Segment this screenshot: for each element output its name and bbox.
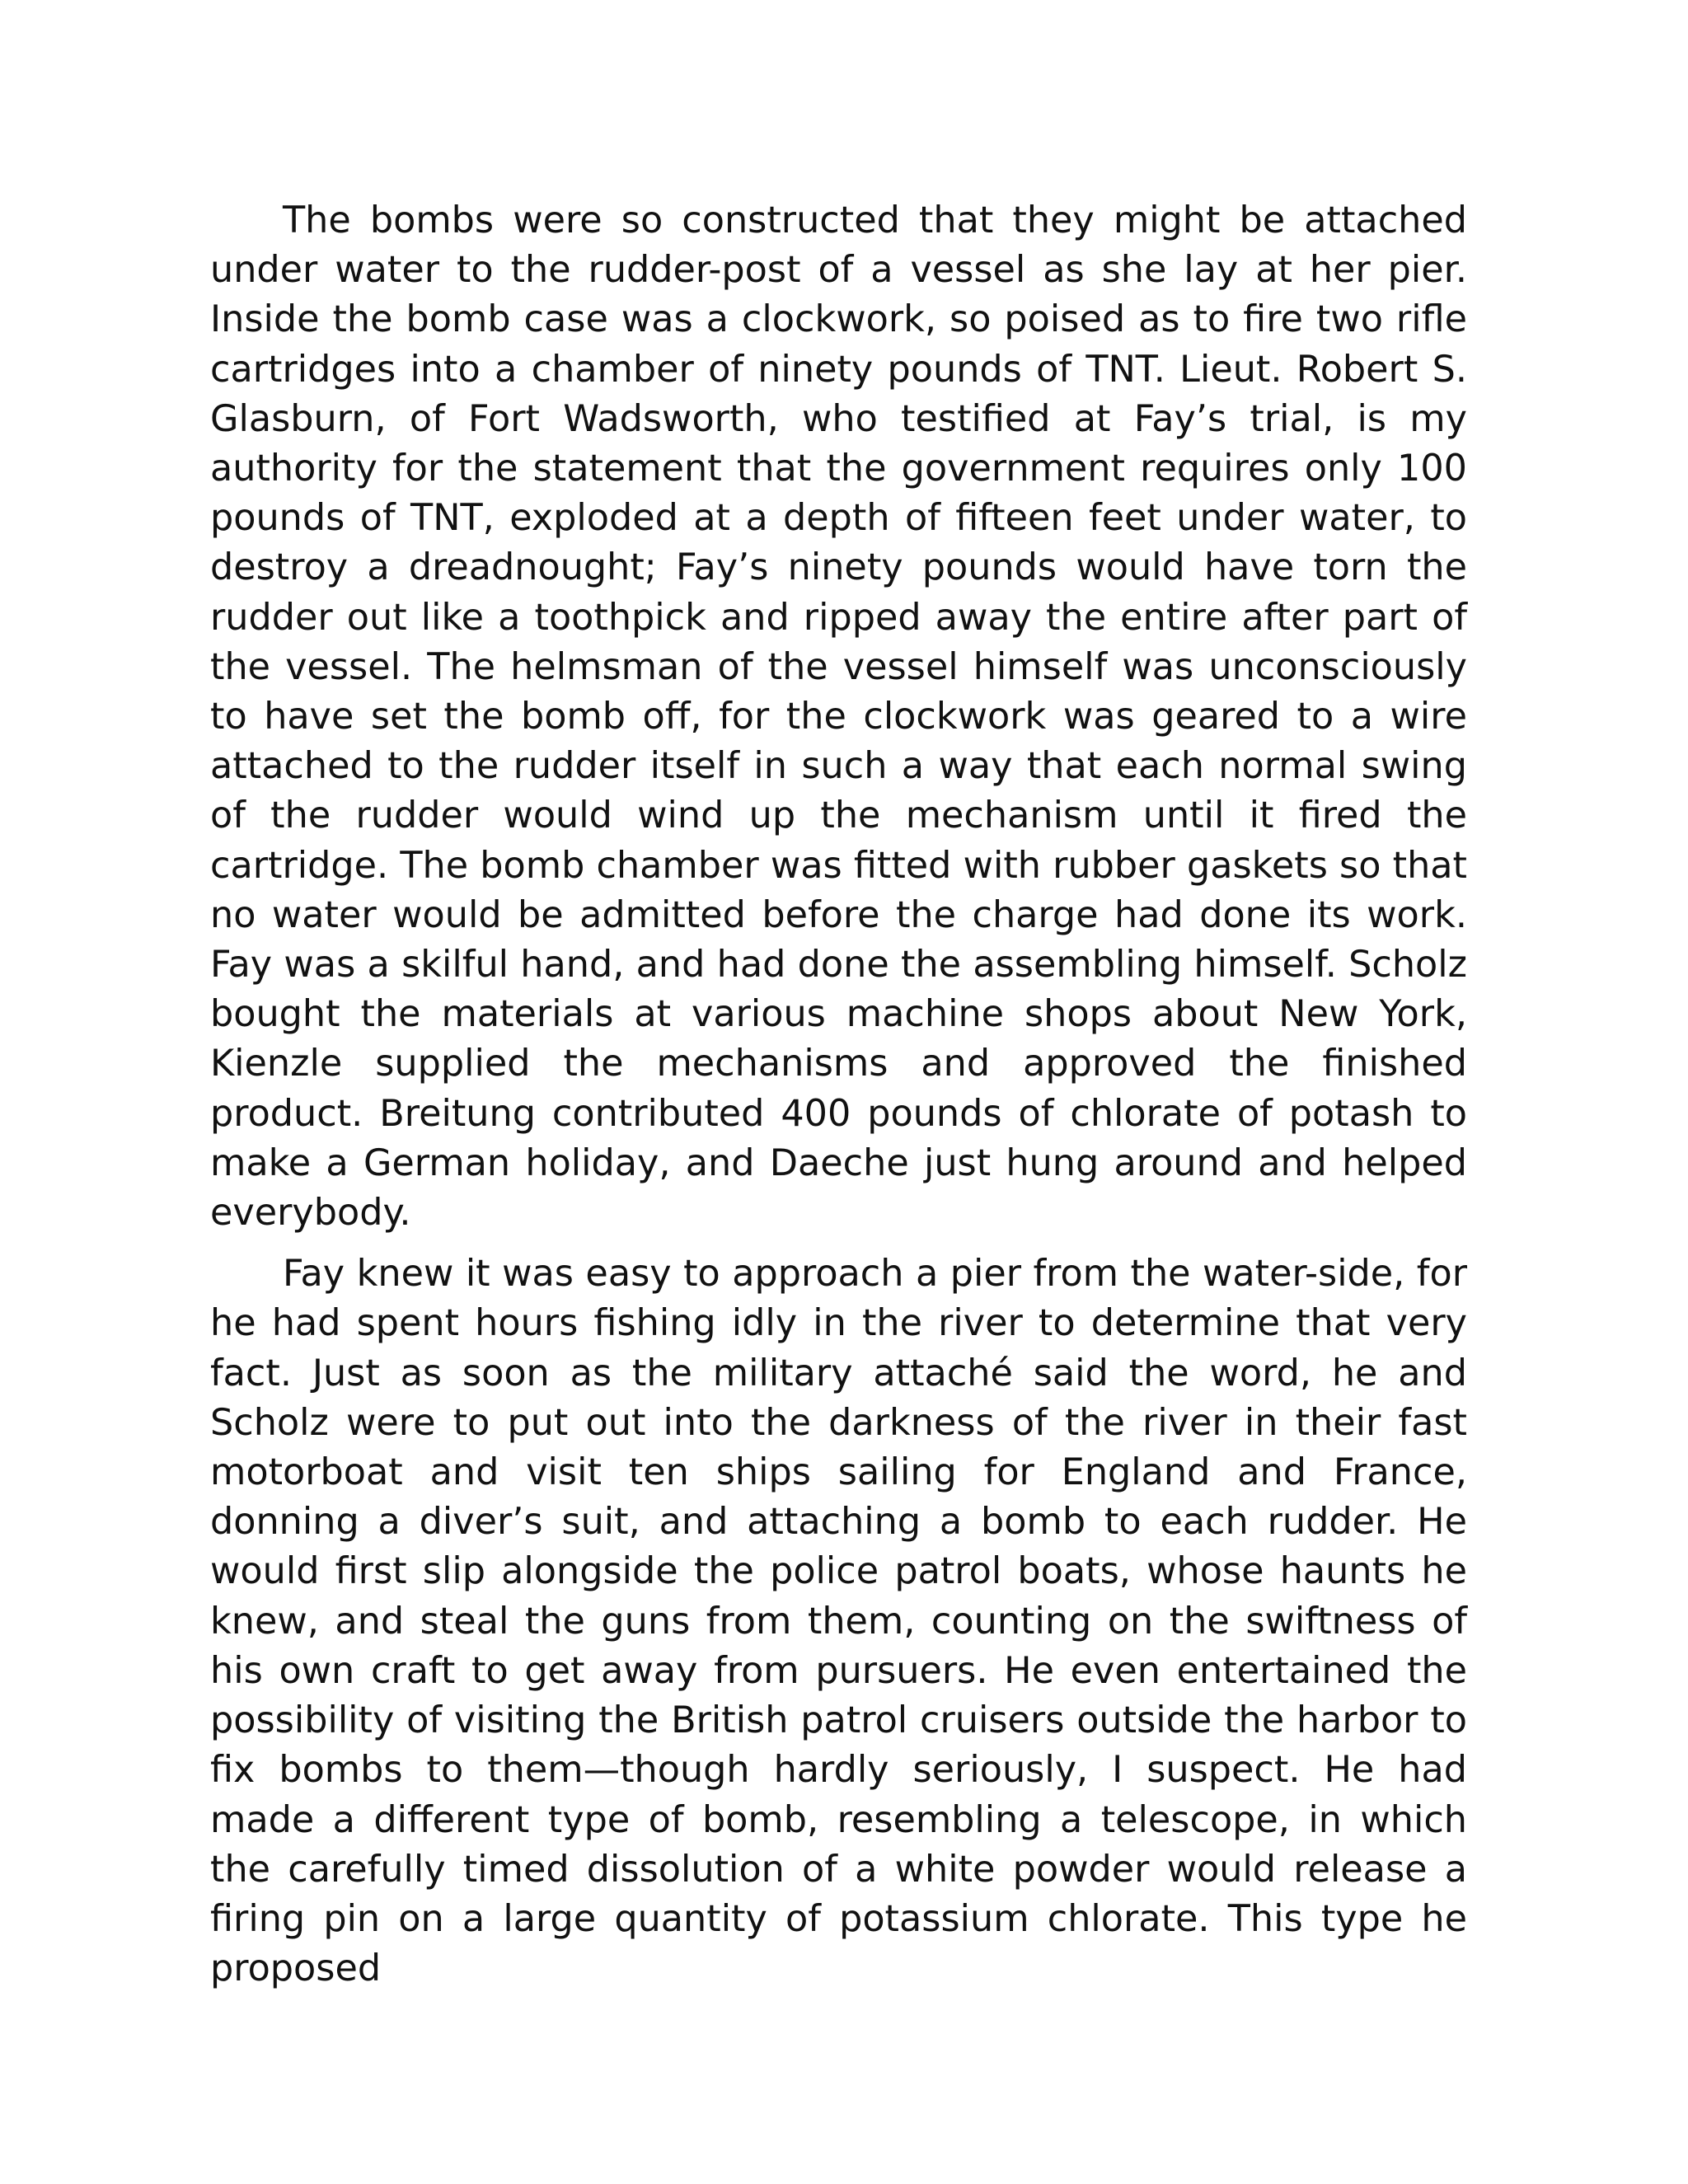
paragraph-2: Fay knew it was easy to approach a pier from the water-side, for he had spent hours fishing idly in the river to determine that very fact. Just as soon as the military attaché said the word, he and Scholz were to put out into the darkness of the river in their fast motorboat and visit ten ships sailing for England and France, donning a diver’s suit, and attaching a bomb to each rudder. He would first slip alongside the police patrol boats, whose haunts he knew, and steal the guns from them, counting on the swiftness of his own craft to get away from pursuers. He even entertained the possibility of visiting the British patrol cruisers outside the harbor to fix bombs to them—though hardly seriously, I suspect. He had made a different type of bomb, resembling a telescope, in which the carefully timed dissolution of a white powder would release a firing pin on a large quantity of potassium chlorate. This type he proposed — [210, 1253, 1467, 1990]
paragraph-1: The bombs were so constructed that they might be attached under water to the rudder-post of a vessel as she lay at her pier. Inside the bomb case was a clockwork, so poised as to fire two rifle cartridges into a chamber of ninety pounds of TNT. Lieut. Robert S. Glasburn, of Fort Wadsworth, who testified at Fay’s trial, is my authority for the statement that the government requires only 100 pounds of TNT, exploded at a depth of fifteen feet under water, to destroy a dreadnought; Fay’s ninety pounds would have torn the rudder out like a toothpick and ripped away the entire after part of the vessel. The helmsman of the vessel himself was unconsciously to have set the bomb off, for the clockwork was geared to a wire attached to the rudder itself in such a way that each normal swing of the rudder would wind up the mechanism until it fired the cartridge. The bomb chamber was fitted with rubber gaskets so that no water would be admitted before the charge had done its work. Fay was a skilful hand, and had done the assembling himself. Scholz bought the materials at various machine shops about New York, Kienzle supplied the mechanisms and approved the finished product. Breitung contributed 400 pounds of chlorate of potash to make a German holiday, and Daeche just hung around and helped everybody. — [210, 199, 1467, 1235]
document-page — [210, 196, 1467, 1994]
